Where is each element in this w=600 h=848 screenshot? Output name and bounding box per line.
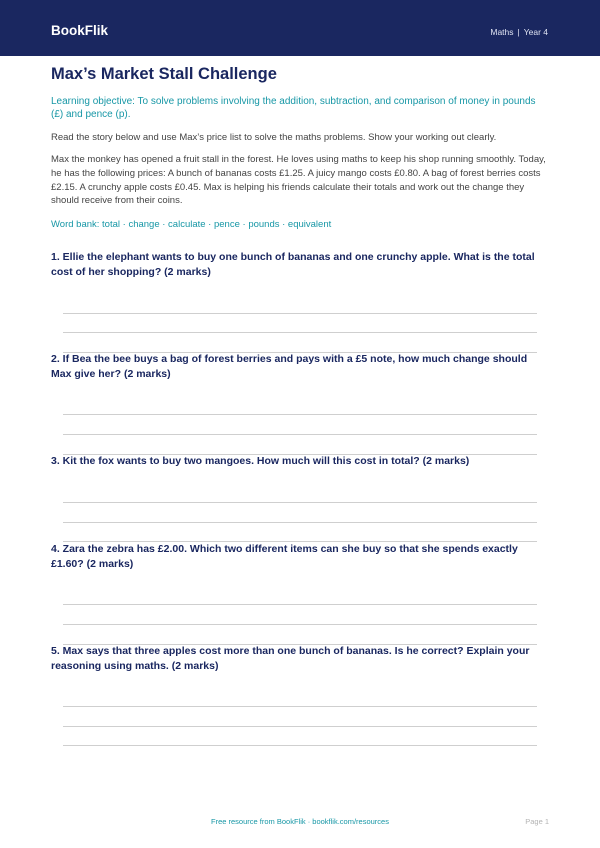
answer-line[interactable] bbox=[63, 434, 537, 435]
answer-line[interactable] bbox=[63, 644, 537, 645]
answer-line[interactable] bbox=[63, 414, 537, 415]
question-1 bbox=[51, 250, 548, 279]
question-text: 3. Kit the fox wants to buy two mangoes. How much will this cost in total? (2 marks) bbox=[51, 455, 470, 467]
answer-line[interactable] bbox=[63, 313, 537, 314]
header-bar bbox=[0, 0, 600, 56]
answer-line[interactable] bbox=[63, 706, 537, 707]
year-label: Year 4 bbox=[523, 27, 548, 37]
question-text: 1. Ellie the elephant wants to buy one bunch of bananas and one crunchy apple. What is the total cost of her shopping? (2 marks) bbox=[51, 251, 535, 278]
question-text: 4. Zara the zebra has £2.00. Which two different items can she buy so that she spends exactly £1.60? (2 marks) bbox=[51, 543, 518, 570]
answer-line[interactable] bbox=[63, 332, 537, 333]
footer-credit[interactable]: Free resource from BookFlik · bookflik.com/resources bbox=[211, 817, 389, 826]
question-5 bbox=[51, 644, 548, 673]
answer-line[interactable] bbox=[63, 502, 537, 503]
learning-objective: Learning objective: To solve problems involving the addition, subtraction, and comparison of money in pounds (£) and pence (p). bbox=[51, 96, 536, 120]
answer-line[interactable] bbox=[63, 541, 537, 542]
answer-line[interactable] bbox=[63, 624, 537, 625]
story-text: Max the monkey has opened a fruit stall in the forest. He loves using maths to keep his shop running smoothly. Today, he has the following prices: A bunch of bananas costs £1.25. A juicy mango costs £0.80. A bag of forest berries costs £2.15. A crunchy apple costs £0.45. Max is helping his friends calculate their totals and work out the change they should receive from their coins. bbox=[51, 154, 546, 207]
word-bank: Word bank: total · change · calculate · pence · pounds · equivalent bbox=[51, 219, 332, 230]
answer-line[interactable] bbox=[63, 604, 537, 605]
answer-line[interactable] bbox=[63, 522, 537, 523]
page-title: Max’s Market Stall Challenge bbox=[51, 65, 277, 83]
question-text: 5. Max says that three apples cost more than one bunch of bananas. Is he correct? Explain your reasoning using maths. (2 marks) bbox=[51, 645, 530, 672]
question-text: 2. If Bea the bee buys a bag of forest berries and pays with a £5 note, how much change should Max give her? (2 marks) bbox=[51, 353, 528, 380]
answer-line[interactable] bbox=[63, 454, 537, 455]
answer-line[interactable] bbox=[63, 352, 537, 353]
question-2 bbox=[51, 352, 548, 381]
page-number: Page 1 bbox=[525, 817, 549, 826]
question-3 bbox=[51, 454, 548, 469]
question-4 bbox=[51, 542, 548, 571]
instructions: Read the story below and use Max’s price list to solve the maths problems. Show your working out clearly. bbox=[51, 132, 497, 143]
subject-label: Maths bbox=[490, 27, 514, 37]
answer-line[interactable] bbox=[63, 726, 537, 727]
breadcrumb-separator: | bbox=[517, 27, 520, 37]
answer-line[interactable] bbox=[63, 745, 537, 746]
subject-breadcrumb bbox=[490, 27, 548, 37]
brand-logo[interactable]: BookFlik bbox=[51, 23, 109, 38]
